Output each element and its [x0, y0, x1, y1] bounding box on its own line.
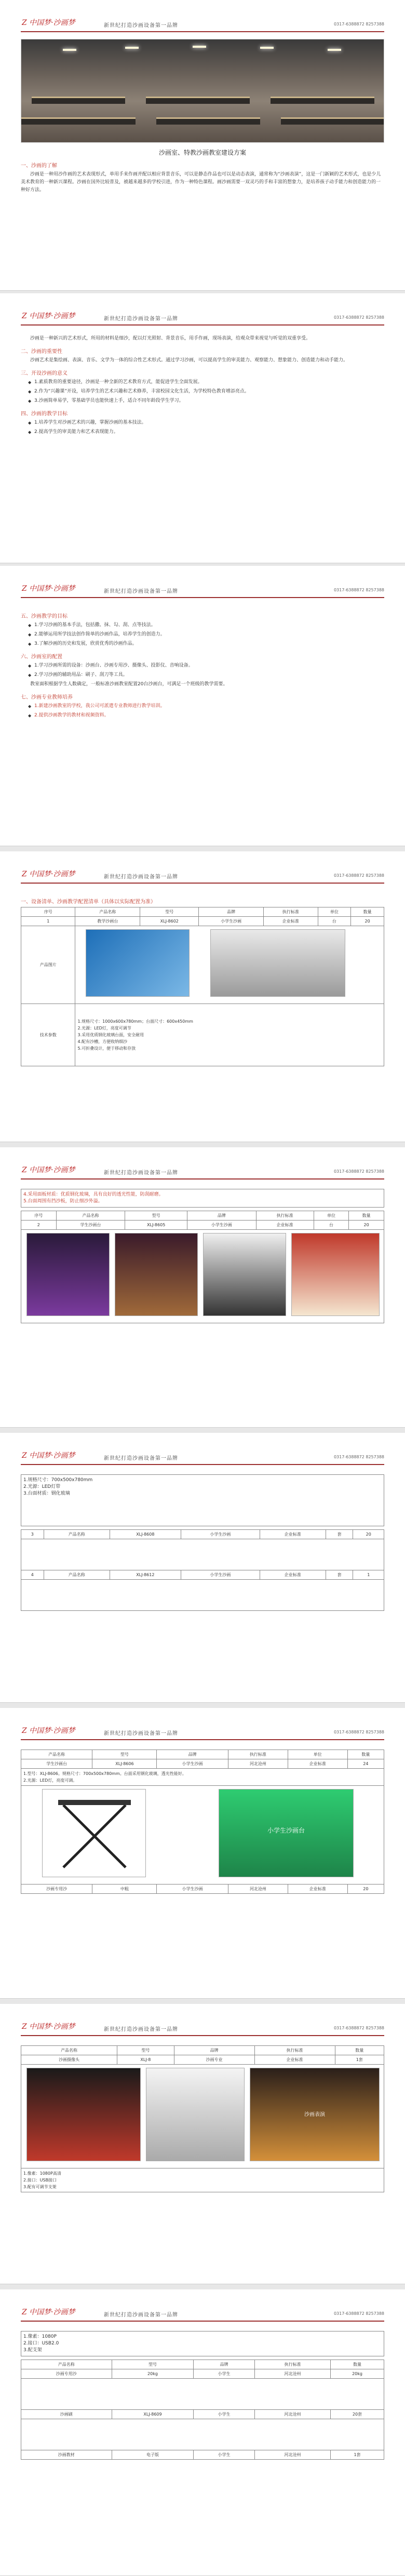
slogan: 新世纪打造沙画设备第一品牌 — [104, 1170, 178, 1176]
page-header — [21, 305, 384, 326]
list-item: ◆ 2.作为“兴趣课”开设，培养学生的艺术兴趣和艺术修养，丰富校园文化生活，为学校特色教育增添亮点。 — [21, 388, 384, 396]
section-title: 四、沙画的教学目标 — [21, 411, 68, 417]
list-item: ◆ 1.培养学生对沙画艺术的兴趣，掌握沙画的基本技法。 — [21, 419, 384, 427]
phone: 0317-6388872 8257388 — [333, 22, 384, 26]
table-cell — [21, 1539, 384, 1570]
table-cell: 20kg — [331, 2369, 384, 2379]
table-header: 产品名称 — [75, 907, 140, 917]
list-item: ◆ 2.提供沙画教学的教材和视频资料。 — [21, 712, 384, 720]
product-images — [75, 926, 384, 1004]
page-4 — [0, 851, 405, 1142]
table-cell: 教学沙画台 — [75, 917, 140, 926]
section-title: 一、沙画的了解 — [21, 163, 57, 169]
equipment-table — [21, 2045, 384, 2192]
table-cell: 企业标准 — [254, 2055, 335, 2065]
svg-text:Z 中国梦·沙画梦: Z 中国梦·沙画梦 — [22, 2308, 75, 2316]
table-header: 品牌 — [174, 2046, 254, 2055]
table-header: 型号 — [140, 907, 199, 917]
table-header: 型号 — [92, 1750, 157, 1759]
paragraph: 沙画是一种用沙作画的艺术表现形式，单用手来作画并配以相应背景音乐，可以是静态作品也可以是动态表演，通常称为“沙画表演”，这是一门新颖的艺术形式，也是少儿美术教育的一种新兴课程。沙画在国外比较普及，被越来越多的学校引进，作为一种特色课程。画沙画需要一双灵巧的手和丰富的想象力，是培养孩子动手能力和创造能力的一种好方法。 — [21, 172, 381, 193]
table-cell: 20 — [353, 1530, 384, 1539]
table-header: 单位 — [288, 1750, 347, 1759]
product-photo — [203, 1233, 286, 1316]
product-photo — [219, 1789, 354, 1877]
list-item: ◆ 2.学习沙画的辅助用品：刷子、刮刀等工具。 — [21, 671, 384, 679]
table-header: 产品名称 — [21, 1750, 92, 1759]
table-cell: 沙画刷 — [21, 2410, 112, 2419]
product-images — [21, 1230, 384, 1323]
table-cell: 中粗 — [92, 1884, 157, 1894]
table-cell: 产品名称 — [44, 1570, 110, 1580]
list-item: ◆ 1.学习沙画所需的设备：沙画台、沙画专用沙、摄像头、投影仪、音响设备。 — [21, 662, 384, 670]
table-cell: 20 — [351, 917, 384, 926]
slogan: 新世纪打造沙画设备第一品牌 — [104, 316, 178, 322]
slogan: 新世纪打造沙画设备第一品牌 — [104, 23, 178, 29]
svg-text:Z 中国梦·沙画梦: Z 中国梦·沙画梦 — [22, 1166, 75, 1174]
table-cell: 沙画专用沙 — [21, 2369, 112, 2379]
page-2 — [0, 293, 405, 563]
table-cell: XLJ-8612 — [110, 1570, 181, 1580]
param-text: 1.规格尺寸：1000x600x780mm；台面尺寸：600x450mm 2.光源：LED灯，亮度可调节 3.采用优质钢化玻璃台面，安全耐用 4.配有沙槽，方便收纳细沙 5.可折叠设计，便于移动和存放 — [75, 1004, 384, 1066]
paragraph: 沙画是一种新兴的艺术形式，所用的材料是细沙，配以灯光照射、背景音乐，用手作画，现场表演，给观众带来视觉与听觉的双重享受。 — [30, 336, 311, 341]
table-cell: 小学生沙画 — [181, 1570, 260, 1580]
table-header: 序号 — [21, 907, 75, 917]
slogan: 新世纪打造沙画设备第一品牌 — [104, 874, 178, 880]
param-text: 1.规格尺寸：700x500x780mm 2.光源：LED灯带 3.台面材质：钢化玻璃 — [21, 1474, 384, 1526]
table-cell: 沙画专用沙 — [21, 1884, 92, 1894]
table-cell: XLJ-8606 — [92, 1759, 157, 1769]
product-photo — [210, 929, 345, 997]
table-cell: 20kg — [112, 2369, 194, 2379]
phone: 0317-6388872 8257388 — [333, 2311, 384, 2316]
table-header: 品牌 — [187, 1211, 256, 1221]
table-header: 执行标准 — [254, 2046, 335, 2055]
phone: 0317-6388872 8257388 — [333, 873, 384, 878]
table-header: 数量 — [331, 2360, 384, 2369]
svg-text:Z 中国梦·沙画梦: Z 中国梦·沙画梦 — [22, 1452, 75, 1460]
table-header: 型号 — [117, 2046, 174, 2055]
equipment-table — [21, 2360, 384, 2460]
slogan: 新世纪打造沙画设备第一品牌 — [104, 2027, 178, 2032]
phone: 0317-6388872 8257388 — [333, 588, 384, 592]
table-cell: XLJ-8605 — [125, 1221, 187, 1230]
page-9 — [0, 2289, 405, 2576]
svg-text:Z 中国梦·沙画梦: Z 中国梦·沙画梦 — [22, 2023, 75, 2031]
section-title: 三、开设沙画的意义 — [21, 371, 68, 376]
table-cell: XLJ-8 — [117, 2055, 174, 2065]
product-photo — [26, 2068, 141, 2161]
table-cell: 1套 — [331, 2450, 384, 2460]
page-header — [21, 1719, 384, 1740]
table-cell: 企业标准 — [288, 1759, 347, 1769]
param-text: 1.像素：1080P 2.接口：USB2.0 3.配支架 — [21, 2331, 384, 2356]
product-photo — [291, 1233, 380, 1316]
table-header: 型号 — [125, 1211, 187, 1221]
paragraph: 沙画艺术是集绘画、表演、音乐、文学为一体的综合性艺术形式。通过学习沙画，可以提高学生的审美能力、观察能力、想象能力、创造能力和动手能力。 — [30, 358, 348, 363]
table-cell: 沙画专业 — [174, 2055, 254, 2065]
page-1 — [0, 0, 405, 291]
table-cell: 企业标准 — [256, 1221, 314, 1230]
table-cell: 小学生沙画 — [187, 1221, 256, 1230]
table-cell: 1 — [21, 917, 75, 926]
table-cell: 小学生 — [194, 2450, 255, 2460]
table-cell: 小学生沙画 — [199, 917, 264, 926]
equipment-table — [21, 1750, 384, 1894]
table-cell: 企业标准 — [288, 1884, 347, 1894]
param-text: 4.采用面板材质：优质钢化玻璃，具有良好的透光性能，防刮耐磨。 5.台面周围有挡沙板，防止细沙外溢。 — [21, 1189, 384, 1208]
svg-text:Z 中国梦·沙画梦: Z 中国梦·沙画梦 — [22, 1727, 75, 1735]
list-item: ◆ 2.提高学生的审美能力和艺术表现能力。 — [21, 428, 384, 436]
page-header — [21, 2301, 384, 2322]
paragraph: 教室面积根据学生人数确定，一般标准沙画教室配置20台沙画台，可满足一个班级的教学需要。 — [30, 682, 228, 687]
table-cell: 小学生 — [194, 2410, 255, 2419]
page-header — [21, 11, 384, 32]
table-cell: 电子版 — [112, 2450, 194, 2460]
table-cell: 套 — [326, 1530, 353, 1539]
phone: 0317-6388872 8257388 — [333, 2026, 384, 2030]
table-cell: 产品名称 — [44, 1530, 110, 1539]
table-header: 单位 — [314, 1211, 349, 1221]
list-item: ◆ 1.新建沙画教室的学校，我公司可派遣专业教师进行教学培训。 — [21, 702, 384, 710]
svg-text:Z 中国梦·沙画梦: Z 中国梦·沙画梦 — [22, 585, 75, 593]
section-title: 七、沙画专业教师培养 — [21, 695, 73, 700]
page-7 — [0, 1708, 405, 1999]
equipment-table — [21, 1529, 384, 1611]
product-images — [21, 2065, 384, 2168]
product-photo — [250, 2068, 380, 2161]
param-label: 技术参数 — [21, 1004, 75, 1066]
phone: 0317-6388872 8257388 — [333, 1455, 384, 1459]
product-images — [21, 1786, 384, 1884]
table-cell: 台 — [318, 917, 351, 926]
table-cell: 河北沧州 — [254, 2450, 330, 2460]
table-cell: 20 — [347, 1884, 384, 1894]
page-6 — [0, 1433, 405, 1703]
table-header: 产品名称 — [21, 2360, 112, 2369]
table-cell: 学生沙画台 — [56, 1221, 125, 1230]
slogan: 新世纪打造沙画设备第一品牌 — [104, 1456, 178, 1461]
table-cell: 1套 — [335, 2055, 384, 2065]
table-header: 产品名称 — [21, 2046, 117, 2055]
page-header — [21, 863, 384, 884]
table-cell: 学生沙画台 — [21, 1759, 92, 1769]
table-cell: 套 — [326, 1570, 353, 1580]
product-photo — [26, 1233, 110, 1316]
image-caption: 沙画表演 — [304, 2112, 325, 2118]
page-header — [21, 577, 384, 598]
page-header — [21, 1444, 384, 1465]
table-header: 执行标准 — [228, 1750, 288, 1759]
page-5 — [0, 1147, 405, 1428]
section-title: 二、沙画的重要性 — [21, 349, 62, 355]
table-header: 序号 — [21, 1211, 57, 1221]
equipment-table — [21, 1211, 384, 1323]
table-header: 执行标准 — [256, 1211, 314, 1221]
page-header — [21, 1159, 384, 1179]
svg-text:Z 中国梦·沙画梦: Z 中国梦·沙画梦 — [22, 19, 75, 27]
svg-text:Z 中国梦·沙画梦: Z 中国梦·沙画梦 — [22, 870, 75, 878]
param-text: 1.像素：1080P高清 2.接口：USB接口 3.配有可调节支架 — [21, 2168, 384, 2192]
phone: 0317-6388872 8257388 — [333, 1730, 384, 1734]
param-text: 1.型号：XLJ-8606。规格尺寸：700x500x780mm。台面采用钢化玻璃，透光性能好。 2.光源：LED灯，亮度可调。 — [21, 1769, 384, 1786]
table-cell: 沙画摄像头 — [21, 2055, 117, 2065]
table-cell: XLJ-8602 — [140, 917, 199, 926]
page-3 — [0, 566, 405, 846]
table-cell — [21, 2379, 384, 2410]
table-cell: 河北沧州 — [254, 2410, 330, 2419]
table-header: 单位 — [318, 907, 351, 917]
section-title: 一、设备清单、沙画教学配置清单（具体以实际配置为准） — [21, 899, 156, 905]
table-cell: 小学生沙画 — [157, 1759, 228, 1769]
table-cell: 企业标准 — [264, 917, 318, 926]
table-cell — [21, 1580, 384, 1611]
table-cell: 台 — [314, 1221, 349, 1230]
table-cell: 沙画教材 — [21, 2450, 112, 2460]
page-header — [21, 2015, 384, 2036]
table-header: 品牌 — [194, 2360, 255, 2369]
classroom-photo — [21, 39, 384, 143]
table-cell: 企业标准 — [260, 1530, 326, 1539]
table-cell: 小学生沙画 — [157, 1884, 228, 1894]
table-header: 数量 — [351, 907, 384, 917]
table-cell: 20套 — [331, 2410, 384, 2419]
phone: 0317-6388872 8257388 — [333, 315, 384, 320]
table-header: 执行标准 — [264, 907, 318, 917]
svg-text:Z 中国梦·沙画梦: Z 中国梦·沙画梦 — [22, 312, 75, 320]
table-cell: XLJ-8608 — [110, 1530, 181, 1539]
table-header: 型号 — [112, 2360, 194, 2369]
table-header: 执行标准 — [254, 2360, 330, 2369]
list-item: ◆ 2.能够运用所学技法创作简单的沙画作品，培养学生的创造力。 — [21, 631, 384, 639]
doc-title: 沙画室、特教沙画教室建设方案 — [158, 149, 246, 156]
table-cell: 小学生沙画 — [181, 1530, 260, 1539]
section-title: 六、沙画室的配置 — [21, 654, 62, 660]
table-cell: 3 — [21, 1530, 44, 1539]
phone: 0317-6388872 8257388 — [333, 1169, 384, 1174]
product-photo — [86, 929, 190, 997]
table-header: 品牌 — [157, 1750, 228, 1759]
product-photo — [115, 1233, 198, 1316]
section-title: 五、沙画教学的目标 — [21, 614, 68, 619]
table-header: 产品名称 — [56, 1211, 125, 1221]
table-cell: 1 — [353, 1570, 384, 1580]
page-8 — [0, 2004, 405, 2284]
slogan: 新世纪打造沙画设备第一品牌 — [104, 1731, 178, 1737]
table-cell: 河北沧州 — [228, 1759, 288, 1769]
table-cell: 河北沧州 — [254, 2369, 330, 2379]
table-cell: 河北沧州 — [228, 1884, 288, 1894]
table-cell: 24 — [347, 1759, 384, 1769]
table-header: 品牌 — [199, 907, 264, 917]
list-item: ◆ 1.学习沙画的基本手法，包括撒、抹、勾、刮、点等技法。 — [21, 621, 384, 629]
list-item: ◆ 1.素质教育的重要途径，沙画是一种全新的艺术教育方式，能促进学生全面发展。 — [21, 378, 384, 386]
table-cell: 小学生 — [194, 2369, 255, 2379]
table-cell: 4 — [21, 1570, 44, 1580]
table-cell: 2 — [21, 1221, 57, 1230]
table-header: 数量 — [347, 1750, 384, 1759]
equipment-table — [21, 907, 384, 1066]
table-header: 数量 — [349, 1211, 384, 1221]
slogan: 新世纪打造沙画设备第一品牌 — [104, 2312, 178, 2318]
table-cell: 企业标准 — [260, 1570, 326, 1580]
image-caption: 小学生沙画台 — [267, 1827, 305, 1834]
product-photo — [42, 1789, 146, 1877]
img-label: 产品图片 — [21, 926, 75, 1004]
table-header: 数量 — [335, 2046, 384, 2055]
slogan: 新世纪打造沙画设备第一品牌 — [104, 589, 178, 594]
product-photo — [146, 2068, 245, 2161]
list-item: ◆ 3.沙画简单易学，零基础学员也能快速上手，适合不同年龄段学生学习。 — [21, 397, 384, 405]
list-item: ◆ 3.了解沙画的历史和发展，欣赏优秀的沙画作品。 — [21, 640, 384, 648]
table-cell: XLJ-8609 — [112, 2410, 194, 2419]
table-cell — [21, 2419, 384, 2450]
table-cell: 20 — [349, 1221, 384, 1230]
